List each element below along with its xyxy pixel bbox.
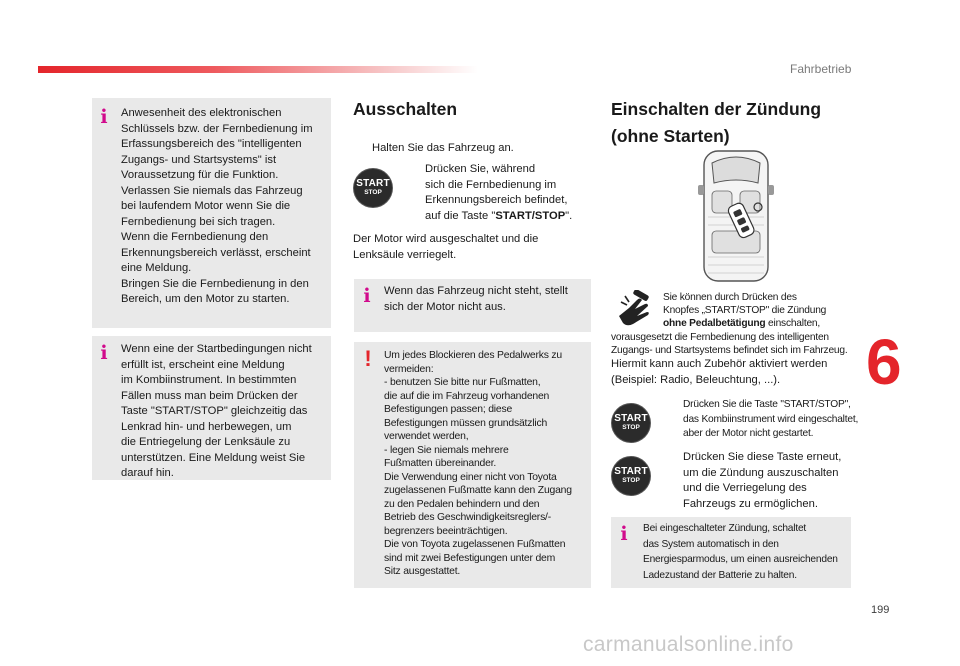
info-box-text: Wenn das Fahrzeug nicht steht, stellt sich der Motor nicht aus. [384,285,568,313]
warning-box-floor-mats [354,342,591,588]
warning-box-text: Um jedes Blockieren des Pedalwerks zu vermeiden: - benutzen Sie bitte nur Fußmatten, die auf die im Fahrzeug vorhandenen Befestigungen passen; diese Befestigungen müssen grundsätzlich verwendet werden, - legen Sie niemals mehrere Fußmatten übereinander. Die Verwendung einer nicht von Toyota zugelassenen Fußmatte kann den Zugang zu den Pedalen behindern und den Betrieb des Geschwindigkeitsreglers/- begrenzers beeinträchtigen. Die von Toyota zugelassenen Fußmatten sind mit zwei Befestigungen unter dem Sitz ausgestattet. [384,350,572,577]
info-box-energy-saving [611,517,851,588]
step-press-start-stop: Drücken Sie, während sich die Fernbedienung im Erkennungsbereich befindet, auf die Taste "START/STOP". [425,163,573,222]
car-top-view-icon [698,147,774,285]
accessory-mode-text: Sie können durch Drücken des Knopfes „START/STOP" die Zündung ohne Pedalbetätigung einschalten, [663,292,827,330]
info-icon: i [363,285,371,307]
start-stop-button-icon: START STOP [612,457,650,495]
info-box-text: Anwesenheit des elektronischen Schlüssels bzw. der Fernbedienung im Erfassungsbereich des "intelligenten Zugangs- und Startsystems" ist Voraussetzung für die Funktion. Verlassen Sie niemals das Fahrzeug bei laufendem Motor wenn Sie die Fernbedienung bei sich tragen. Wenn die Fernbedienung den Erkennungsbereich verlässt, erscheint eine Meldung. Bringen Sie die Fernbedienung in den Bereich, um den Motor zu starten. [121,107,313,305]
info-box-text: Bei eingeschalteter Zündung, schaltet das System automatisch in den Energiesparmodus, um einen ausreichenden Ladezustand der Batterie zu halten. [643,523,838,581]
engine-off-result: Der Motor wird ausgeschaltet und die Lenksäule verriegelt. [353,233,539,261]
step-ignition-off: Drücken Sie diese Taste erneut, um die Zündung auszuschalten und die Verriegelung des Fahrzeugs zu ermöglichen. [683,451,842,510]
page-number: 199 [871,604,890,616]
chapter-number: 6 [866,326,902,398]
accessory-mode-text-continued: vorausgesetzt die Fernbedienung des intelligenten Zugangs- und Startsystems befindet sich im Fahrzeug. [611,332,848,357]
finger-press-icon [615,290,655,328]
heading-einschalten-zuendung: Einschalten der Zündung (ohne Starten) [611,99,822,146]
section-title: Fahrbetrieb [790,62,852,76]
warning-icon: ! [364,346,372,371]
step-stop-vehicle: Halten Sie das Fahrzeug an. [372,142,514,154]
accessory-activation-text: Hiermit kann auch Zubehör aktiviert werden (Beispiel: Radio, Beleuchtung, ...). [611,358,828,386]
heading-ausschalten: Ausschalten [353,99,458,119]
header-accent-bar [38,66,478,73]
info-box-vehicle-moving [354,279,591,332]
info-box-remote-presence [92,98,331,328]
info-box-text: Wenn eine der Startbedingungen nicht erfüllt ist, erscheint eine Meldung im Kombiinstrument. In bestimmten Fällen muss man beim Drücken der Taste "START/STOP" gleichzeitig das Lenkrad hin- und herbewegen, um die Entriegelung der Lenksäule zu unterstützen. Eine Meldung weist Sie darauf hin. [121,343,312,479]
step-ignition-on: Drücken Sie die Taste "START/STOP", das Kombiinstrument wird eingeschaltet, aber der Motor nicht gestartet. [683,399,859,439]
start-stop-button-icon: START STOP [612,404,650,442]
watermark: carmanualsonline.info [583,633,794,656]
info-icon: i [100,106,108,128]
info-icon: i [100,342,108,364]
start-stop-button-icon: START STOP [354,169,392,207]
info-box-start-conditions [92,336,331,480]
info-icon: i [620,523,628,545]
